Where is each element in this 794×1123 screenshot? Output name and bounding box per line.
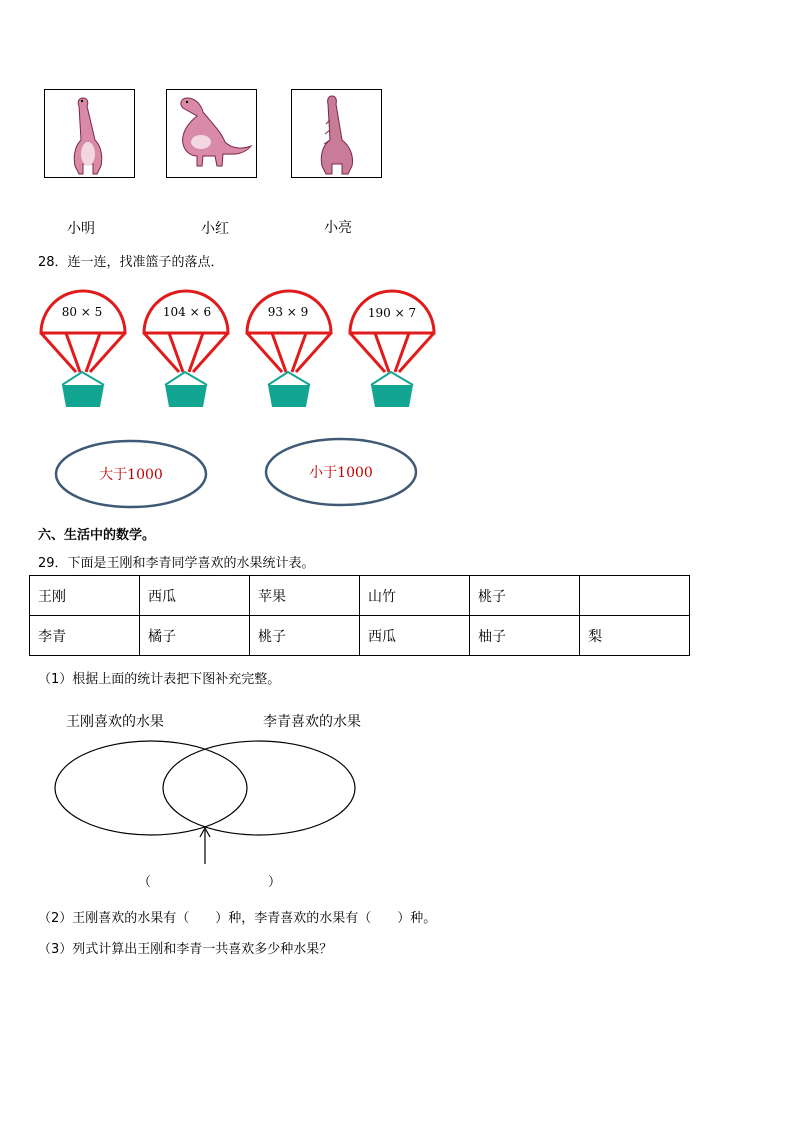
table-cell: 柚子	[470, 616, 580, 656]
table-cell: 苹果	[250, 576, 360, 616]
parachute-diagram	[0, 280, 794, 520]
parachute-expr-1: 80 × 5	[61, 305, 103, 319]
question-29-prompt: 29．下面是王刚和李青同学喜欢的水果统计表。	[38, 556, 315, 571]
venn-right-circle[interactable]	[163, 741, 355, 835]
question-28-prompt: 28．连一连，找准篮子的落点．	[38, 255, 224, 270]
venn-diagram	[0, 730, 400, 870]
dinosaur-back-icon	[292, 90, 381, 177]
table-cell: 橘子	[140, 616, 250, 656]
dinosaur-name-1: 小明	[67, 221, 95, 237]
venn-left-circle[interactable]	[55, 741, 247, 835]
oval-greater-label: 大于1000	[99, 467, 163, 483]
venn-right-label: 李青喜欢的水果	[263, 714, 361, 730]
venn-answer-blank[interactable]: （ ）	[138, 875, 282, 890]
question-29-sub2: （2）王刚喜欢的水果有（ ）种，李青喜欢的水果有（ ）种。	[38, 911, 437, 926]
dinosaur-front-icon	[45, 90, 134, 177]
table-cell: 李青	[30, 616, 140, 656]
dinosaur-name-3: 小亮	[324, 220, 352, 236]
fruit-table	[29, 575, 690, 656]
question-29-sub3: （3）列式计算出王刚和李青一共喜欢多少种水果？	[38, 942, 333, 957]
dinosaur-side-icon	[167, 90, 256, 177]
table-cell: 梨	[580, 616, 690, 656]
question-29-sub1: （1）根据上面的统计表把下图补充完整。	[38, 672, 281, 687]
table-cell: 王刚	[30, 576, 140, 616]
parachute-expr-3: 93 × 9	[267, 305, 309, 319]
parachute-expr-2: 104 × 6	[162, 305, 212, 319]
table-cell: 山竹	[360, 576, 470, 616]
oval-less-label: 小于1000	[309, 465, 373, 481]
table-cell	[580, 576, 690, 616]
table-row	[30, 616, 690, 656]
table-cell: 桃子	[470, 576, 580, 616]
venn-left-label: 王刚喜欢的水果	[66, 714, 164, 730]
table-row	[30, 576, 690, 616]
dinosaur-box-1	[44, 89, 135, 178]
dinosaur-box-3	[291, 89, 382, 178]
table-cell: 西瓜	[140, 576, 250, 616]
table-cell: 桃子	[250, 616, 360, 656]
table-cell: 西瓜	[360, 616, 470, 656]
section-6-title: 六、生活中的数学。	[38, 528, 156, 543]
parachute-expr-4: 190 × 7	[367, 306, 417, 320]
dinosaur-name-2: 小红	[201, 221, 229, 237]
dinosaur-box-2	[166, 89, 257, 178]
